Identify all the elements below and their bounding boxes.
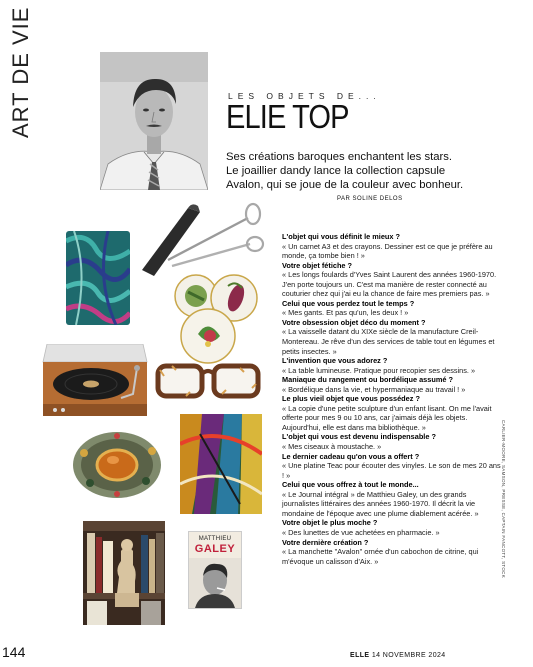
intro-text: Ses créations baroques enchantent les stars. Le joaillier dandy lance la collection capsule Avalon, qui se joue de la couleur avec bonheur.	[226, 151, 464, 191]
answer-7: « La copie d'une petite sculpture d'un enfant lisant. On me l'avait offerte pour mes 9 ou 10 ans, car j'aimais déjà les objets. Aujourd'hui, elle est dans ma bibliothèque. »	[282, 403, 492, 432]
section-rubric: ART DE VIE	[8, 6, 33, 138]
question-8: L'objet qui vous est devenu indispensable ?	[282, 432, 436, 442]
turntable-image	[41, 344, 149, 427]
scarf-image	[180, 414, 262, 519]
book-cover-image	[188, 531, 242, 609]
answer-12: « La manchette "Avalon" ornée d'un cabochon de citrine, qui m'évoque un calisson d'Aix. »	[282, 547, 479, 566]
bracelet-image	[70, 429, 165, 506]
glasses-image	[152, 358, 264, 413]
footer-date: 14 NOVEMBRE 2024	[371, 652, 446, 659]
byline: PAR SOLINE DELOS	[337, 196, 403, 202]
answer-5: « La table lumineuse. Pratique pour recopier ses dessins. »	[282, 365, 476, 375]
portrait-photo	[100, 52, 208, 190]
question-5: L'invention que vous adorez ?	[282, 356, 388, 366]
book-author-last: GALEY	[194, 543, 236, 555]
answer-2: « Les longs foulards d'Yves Saint Laurent des années 1960-1970. J'en porte toujours un. C'est ma manière de rester connecté au couturier chez qui j'ai eu la chance de faire mes premiers pas. »	[282, 270, 497, 299]
book-author-first: MATTHIEU	[198, 536, 232, 542]
page-number: 144	[2, 644, 26, 660]
question-10: Celui que vous offrez à tout le monde...	[282, 480, 419, 490]
notebook-image	[66, 231, 130, 330]
plates-image	[164, 274, 264, 369]
footer-folio	[350, 652, 446, 659]
answer-8: « Mes ciseaux à moustache. »	[282, 442, 382, 452]
scissors-image	[138, 200, 268, 285]
question-3: Celui que vous perdez tout le temps ?	[282, 298, 415, 308]
answer-6: « Bordélique dans la vie, et hypermaniaque au travail ! »	[282, 384, 466, 394]
answer-1: « Un carnet A3 et des crayons. Dessiner est ce que je préfère au monde, ça tombe bien ! »	[282, 241, 493, 261]
question-1: L'objet qui vous définit le mieux ?	[282, 232, 401, 241]
page-title: ELIE TOP	[226, 98, 349, 135]
qa-column	[282, 232, 503, 566]
question-12: Votre dernière création ?	[282, 537, 369, 547]
answer-9: « Une platine Teac pour écouter des vinyles. Le son de mes 20 ans ! »	[282, 461, 501, 480]
answer-11: « Des lunettes de vue achetées en pharmacie. »	[282, 527, 440, 537]
question-4: Votre obsession objet déco du moment ?	[282, 317, 426, 327]
answer-3: « Mes gants. Et pas qu'un, les deux ! »	[282, 308, 409, 318]
question-11: Votre objet le plus moche ?	[282, 518, 378, 528]
question-7: Le plus vieil objet que vous possédez ?	[282, 394, 420, 404]
bookshelf-statue-image	[83, 521, 165, 630]
question-9: Le dernier cadeau qu'on vous a offert ?	[282, 451, 420, 461]
question-6: Maniaque du rangement ou bordélique assumé ?	[282, 375, 453, 385]
answer-4: « La vaisselle datant du XIXe siècle de la manufacture Creil-Montereau. Je rêve d'un des services de table tout en légumes et petits insectes. »	[282, 327, 495, 356]
answer-10: « Le Journal intégral » de Matthieu Galey, un des grands journalistes littéraires des années 1960-1970. Il décrit la vie mondaine de l'époque avec une plume diablement acérée. »	[282, 489, 479, 518]
question-2: Votre objet fétiche ?	[282, 260, 353, 270]
header-kicker: LES OBJETS DE...	[228, 91, 381, 101]
footer-magazine: ELLE	[350, 652, 370, 659]
photo-credit: CARLIER-MOORE, SAMSON, PRESSE, CAPTAIN FANCOTT, STOCK	[501, 420, 506, 579]
